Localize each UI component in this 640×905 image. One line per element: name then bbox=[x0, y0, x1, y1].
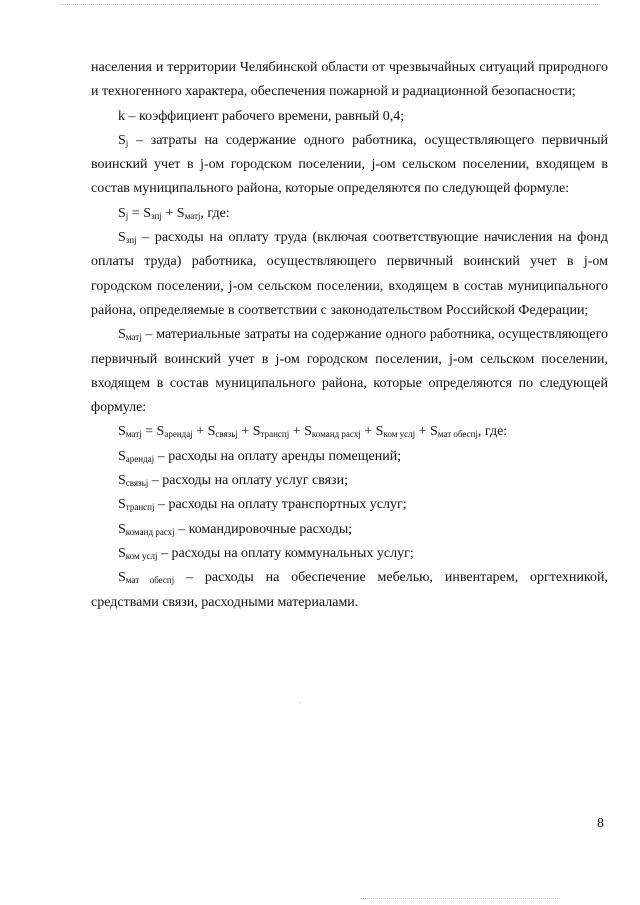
document-body bbox=[91, 56, 608, 615]
paragraph-3: $S_j$ – затраты на содержание одного работника, осуществляющего первичный воинский учет в j-ом городском поселении, j-ом сельском поселении, входящем в состав муниципального района, которые определяются по следующей формуле: bbox=[91, 132, 608, 197]
subscript: матj bbox=[125, 332, 142, 343]
paragraph-6: $S_{арендаj}$ – расходы на оплату аренды помещений; bbox=[118, 448, 402, 464]
scan-artifact-top bbox=[60, 4, 600, 5]
paragraph-1: населения и территории Челябинской области от чрезвычайных ситуаций природного и техногенного характера, обеспечения пожарной и радиационной безопасности; bbox=[91, 60, 608, 100]
paragraph-7: $S_{связьj}$ – расходы на оплату услуг связи; bbox=[118, 473, 348, 489]
paragraph-8: $S_{транспj}$ – расходы на оплату транспортных услуг; bbox=[118, 497, 407, 513]
symbol: S bbox=[118, 230, 126, 246]
subscript: зпj bbox=[125, 235, 137, 246]
page-number: 8 bbox=[597, 816, 604, 831]
paragraph-5: $S_{матj}$ – материальные затраты на содержание одного работника, осуществляющего первичный воинский учет в j-ом городском поселении, j-ом сельском поселении, входящем в состав муниципального района, которые определяются по следующей формуле: bbox=[91, 327, 608, 416]
formula-1: $S_j = S_{зпj} + S_{матj}$, где: bbox=[118, 205, 230, 221]
paragraph-11: $S_{мат обеспj}$ – расходы на обеспечение мебелью, инвентарем, оргтехникой, средствами связи, расходными материалами. bbox=[91, 570, 608, 610]
scan-speck bbox=[300, 702, 301, 703]
subscript: j bbox=[125, 137, 129, 148]
paragraph-4: $S_{зпj}$ – расходы на оплату труда (включая соответствующие начисления на фонд оплаты труда) работника, осуществляющего первичный воинский учет в j-ом городском поселении, j-ом сельском поселении, входящем в состав муниципального района, определяемые в соответствии с законодательством Российской Федерации; bbox=[91, 230, 608, 318]
scan-artifact-bottom bbox=[360, 898, 560, 899]
formula-2: $S_{матj} = S_{арендаj} + S_{связьj} + S_{транспj} + S_{команд расхj} + S_{ком услj} + S_{мат обеспj}$, где: bbox=[118, 424, 508, 440]
paragraph-2: k – коэффициент рабочего времени, равный 0,4; bbox=[118, 108, 405, 124]
symbol: S bbox=[118, 327, 126, 343]
paragraph-10: $S_{ком услj}$ – расходы на оплату коммунальных услуг; bbox=[118, 545, 414, 561]
paragraph-9: $S_{команд расхj}$ – командировочные расходы; bbox=[118, 521, 353, 537]
symbol: S bbox=[118, 132, 126, 148]
